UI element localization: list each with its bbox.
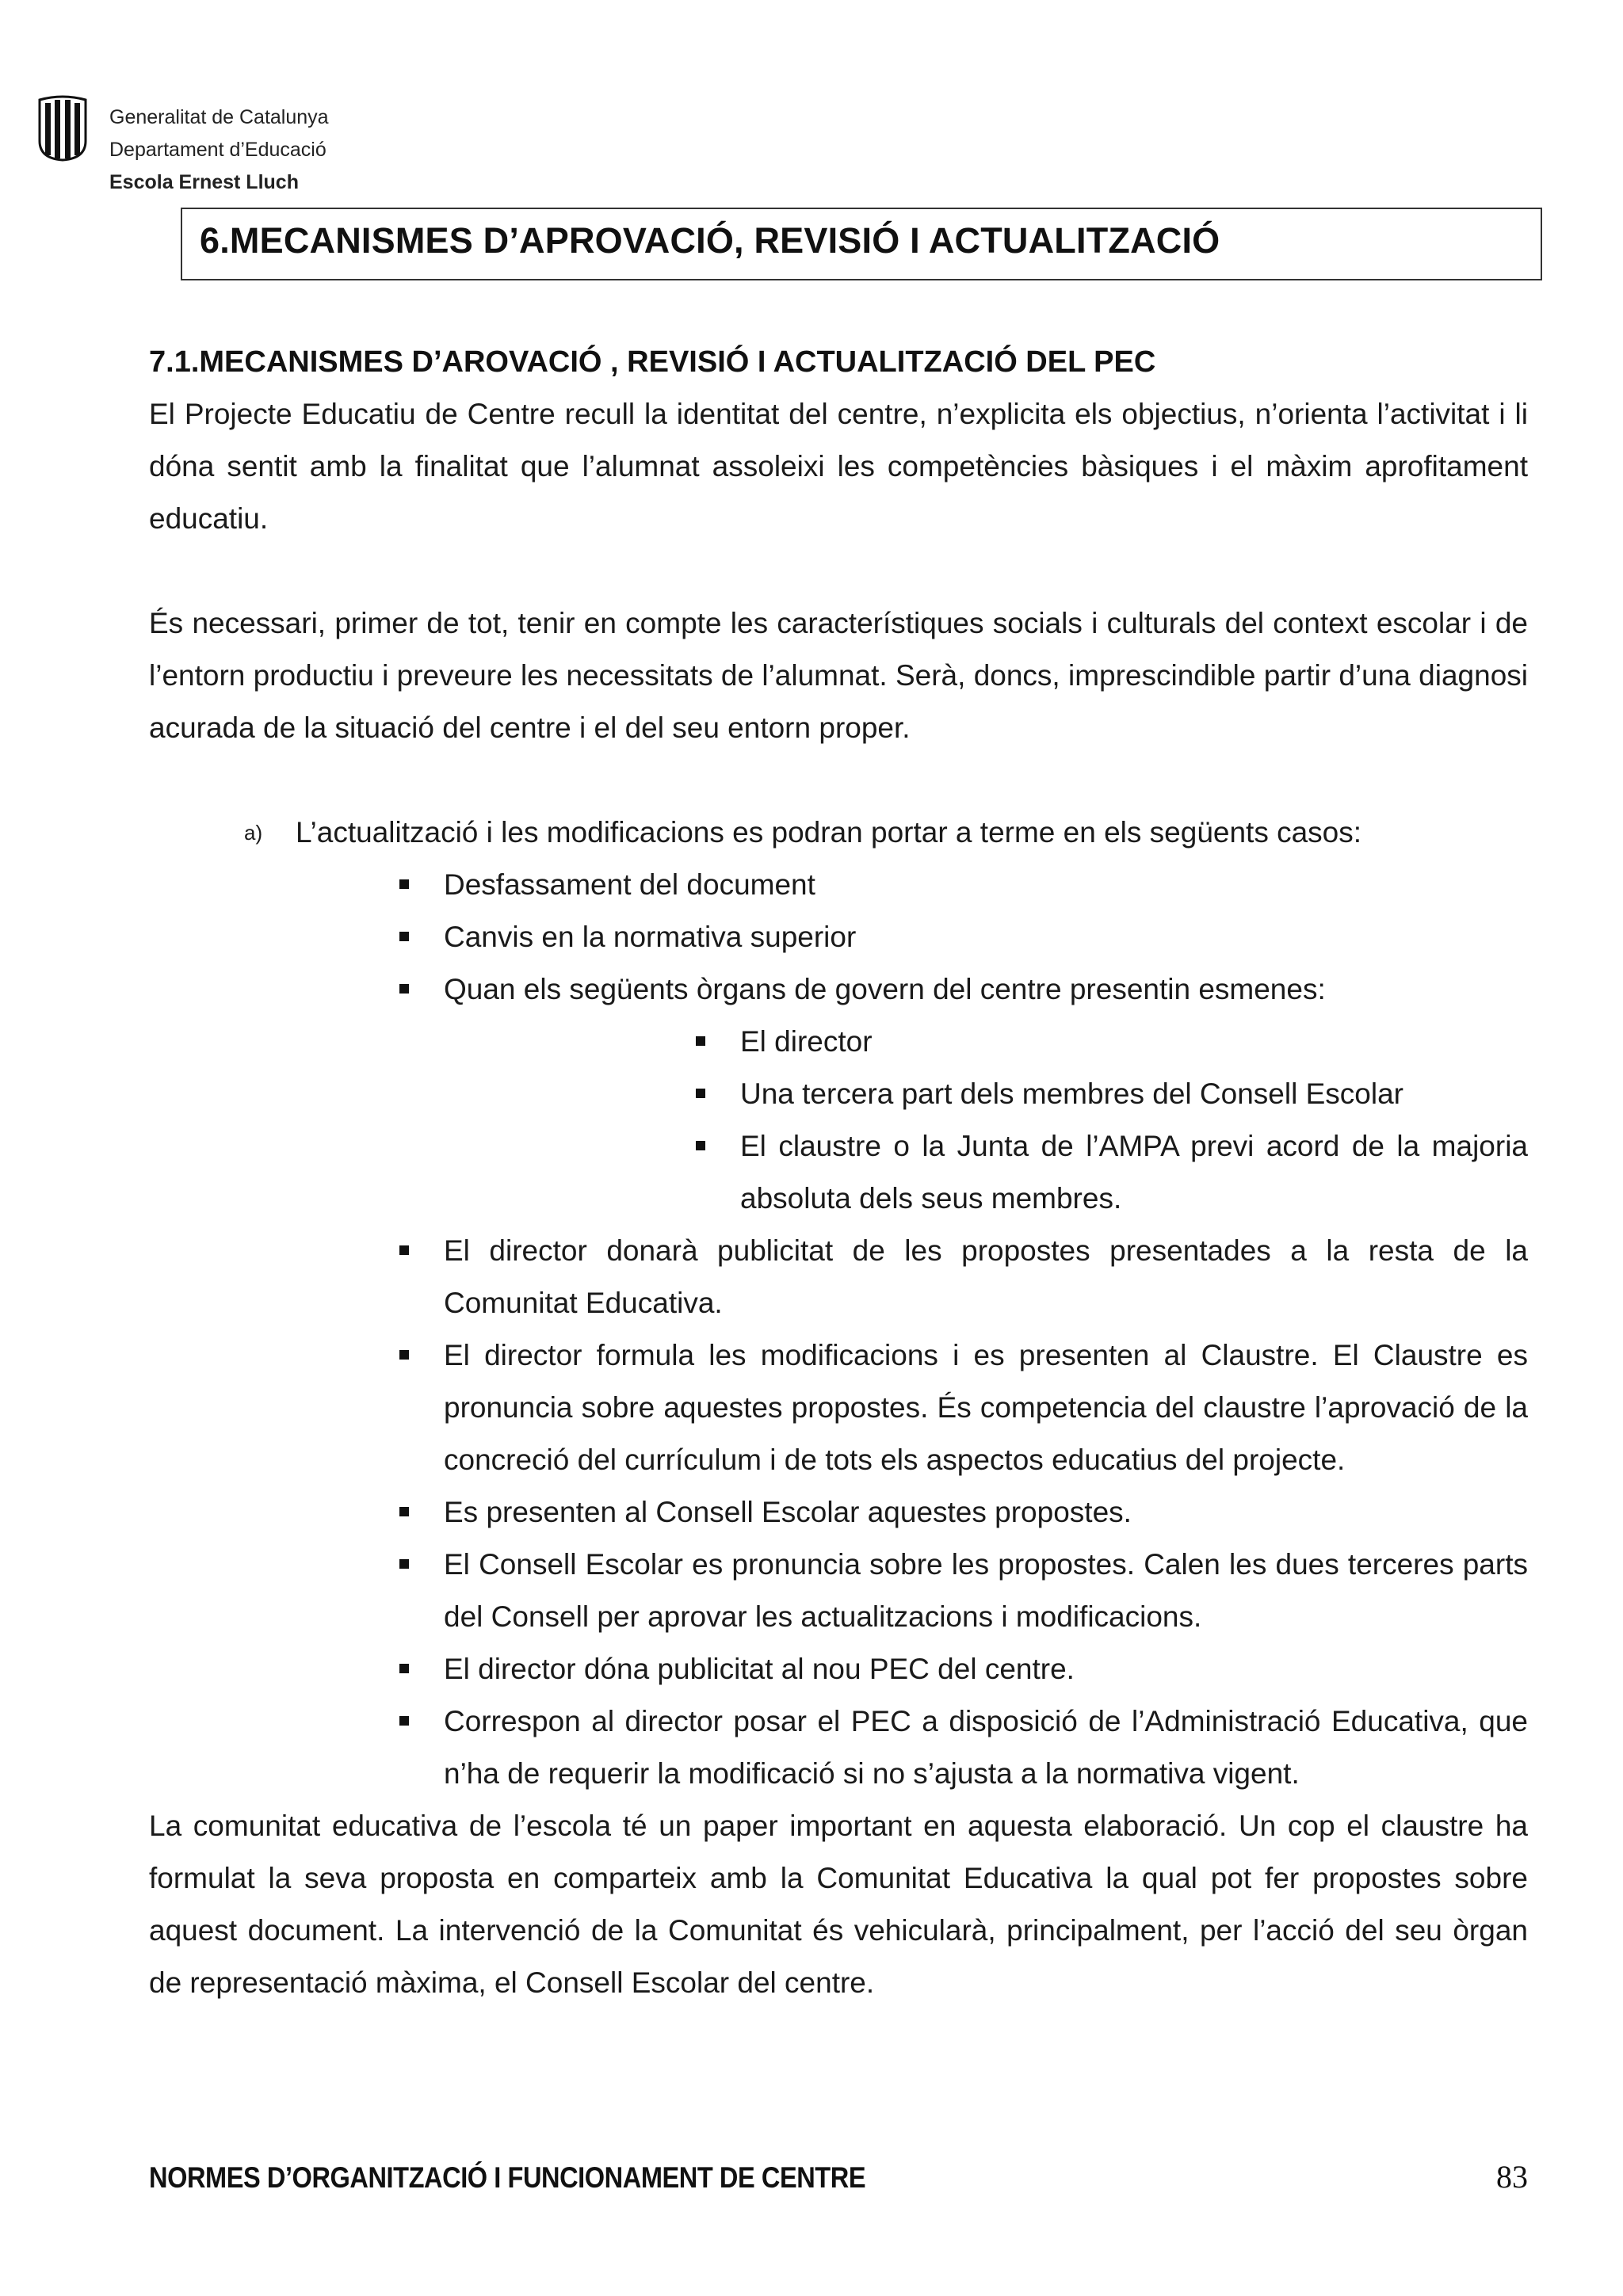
sub-bullet-list bbox=[149, 1016, 1528, 1225]
item-a bbox=[149, 807, 1528, 859]
institution-header bbox=[109, 101, 329, 199]
list-item: El Consell Escolar es pronuncia sobre les propostes. Calen les dues terceres parts del Consell per aprovar les actualitzacions i modificacions. bbox=[444, 1539, 1528, 1643]
list-item: El director donarà publicitat de les propostes presentades a la resta de la Comunitat Educativa. bbox=[444, 1225, 1528, 1329]
generalitat-logo bbox=[36, 95, 89, 162]
header-generalitat: Generalitat de Catalunya bbox=[109, 106, 329, 128]
footer-document-title: NORMES D’ORGANITZACIÓ I FUNCIONAMENT DE CENTRE bbox=[149, 2161, 866, 2194]
list-item: Es presenten al Consell Escolar aquestes propostes. bbox=[444, 1486, 1528, 1539]
sub-list-item: El director bbox=[740, 1016, 1528, 1068]
document-body bbox=[149, 336, 1528, 2009]
subsection-title: 7.1.MECANISMES D’AROVACIÓ , REVISIÓ I ACTUALITZACIÓ DEL PEC bbox=[149, 345, 1156, 379]
section-title: 6.MECANISMES D’APROVACIÓ, REVISIÓ I ACTUALITZACIÓ bbox=[200, 220, 1220, 261]
bullet-list-first bbox=[149, 859, 1528, 1016]
paragraph-pec-identity: El Projecte Educatiu de Centre recull la identitat del centre, n’explicita els objectius, n’orienta l’activitat i li dóna sentit amb la finalitat que l’alumnat assoleixi les competències bàsiques i el màxim aprofitament educatiu. bbox=[149, 398, 1528, 535]
bullet-list-second bbox=[149, 1225, 1528, 1800]
section-title-box bbox=[181, 208, 1542, 280]
list-item: El director formula les modificacions i es presenten al Claustre. El Claustre es pronuncia sobre aquestes propostes. És competencia del claustre l’aprovació de la concreció del currículum i de tots els aspectos educatius del projecte. bbox=[444, 1329, 1528, 1486]
list-item: Quan els següents òrgans de govern del centre presentin esmenes: bbox=[444, 963, 1528, 1016]
list-item: El director dóna publicitat al nou PEC del centre. bbox=[444, 1643, 1528, 1695]
page-number: 83 bbox=[1496, 2159, 1528, 2195]
paragraph-context: És necessari, primer de tot, tenir en compte les característiques socials i culturals del context escolar i de l’entorn productiu i preveure les necessitats de l’alumnat. Serà, doncs, imprescindible partir d’una diagnosi acurada de la situació del centre i el del seu entorn proper. bbox=[149, 607, 1528, 744]
item-a-marker: a) bbox=[244, 821, 263, 845]
paragraph-community: La comunitat educativa de l’escola té un paper important en aquesta elaboració. Un cop el claustre ha formulat la seva proposta en comparteix amb la Comunitat Educativa la qual pot fer propostes sobre aquest document. La intervenció de la Comunitat és vehicularà, principalment, per l’acció del seu òrgan de representació màxima, el Consell Escolar del centre. bbox=[149, 1810, 1528, 1999]
header-school: Escola Ernest Lluch bbox=[109, 171, 299, 193]
list-item: Desfassament del document bbox=[444, 859, 1528, 911]
sub-list-item: Una tercera part dels membres del Consell Escolar bbox=[740, 1068, 1528, 1120]
list-item: Correspon al director posar el PEC a disposició de l’Administració Educativa, que n’ha de requerir la modificació si no s’ajusta a la normativa vigent. bbox=[444, 1695, 1528, 1800]
list-item: Canvis en la normativa superior bbox=[444, 911, 1528, 963]
item-a-text: L’actualització i les modificacions es podran portar a terme en els següents casos: bbox=[296, 816, 1362, 849]
sub-list-item: El claustre o la Junta de l’AMPA previ acord de la majoria absoluta dels seus membres. bbox=[740, 1120, 1528, 1225]
header-department: Departament d’Educació bbox=[109, 139, 327, 161]
